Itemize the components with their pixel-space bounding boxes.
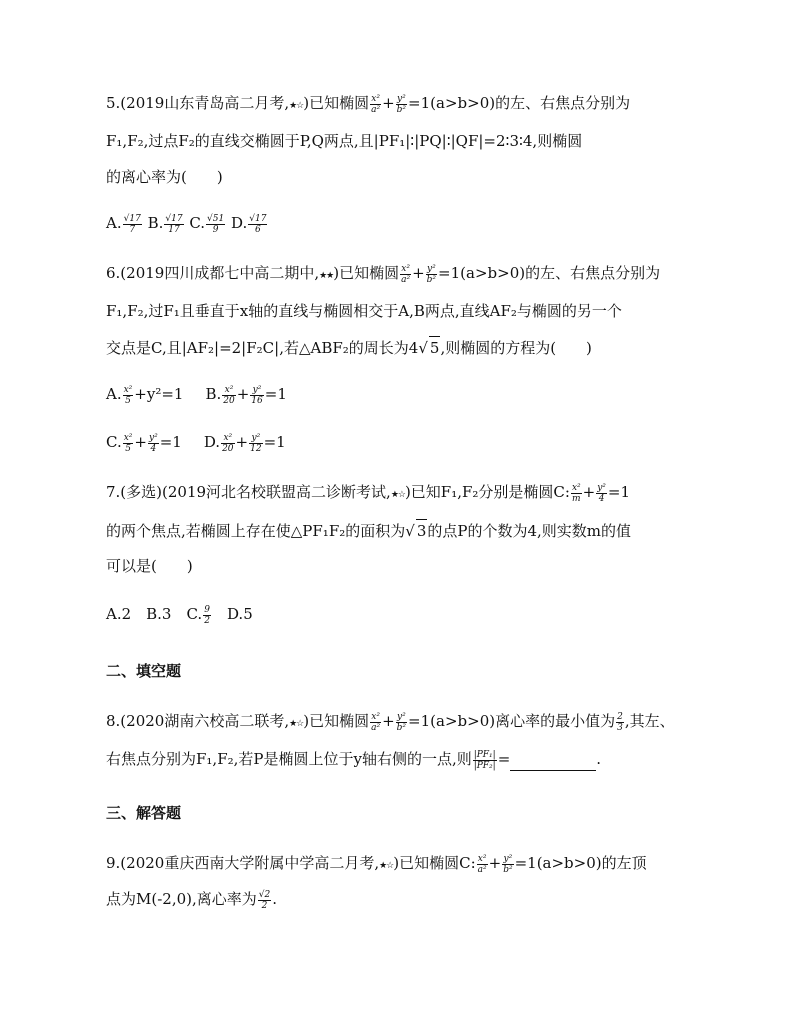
q5-source: 5.(2019山东青岛高二月考,: [106, 94, 290, 112]
section-heading-fill-in: 二、填空题: [106, 662, 182, 680]
q7-line1: [106, 481, 630, 506]
q8-line1: [106, 710, 675, 735]
q9-line1: [106, 852, 647, 877]
option-c-label: C.: [106, 433, 122, 451]
option-c-fraction: $\frac{9}{2}$: [204, 604, 210, 626]
sqrt-radicand: 3: [416, 519, 428, 542]
period: .: [272, 890, 278, 908]
fraction-y2-b2: $\frac{\text{y²}}{\text{b²}}$: [426, 263, 437, 285]
fraction-x2-a2: $\frac{\text{x²}}{\text{a²}}$: [371, 711, 381, 733]
q6-line1: [106, 262, 660, 287]
option-b-fraction-2: $\frac{\text{y²}}{16}$: [251, 384, 263, 406]
option-a-label: A.: [106, 214, 122, 232]
plus-sign: +: [134, 433, 147, 451]
eccentricity-fraction: $\frac{√2}{2}$: [258, 889, 271, 911]
q7-source: 7.(多选)(2019河北名校联盟高二诊断考试,: [106, 483, 391, 501]
plus-sign: +: [236, 385, 250, 403]
q6-line3-text: 交点是C,且|AF₂|=2|F₂C|,若△ABF₂的周长为4: [106, 339, 419, 357]
difficulty-stars-icon: ★☆: [289, 101, 304, 111]
plus-sign: +: [235, 433, 249, 451]
option-c-label: C.: [184, 214, 206, 232]
q7-line2-end: 的点P的个数为4,则实数m的值: [427, 522, 631, 540]
q7-line2: [106, 519, 631, 542]
plus-sign: +: [382, 94, 395, 112]
q8-text-mid: =1(a>b>0)离心率的最小值为: [408, 712, 616, 730]
q8-line2: [106, 748, 601, 771]
answer-blank[interactable]: [510, 756, 596, 771]
fraction-y2-b2: $\frac{\text{y²}}{\text{b²}}$: [503, 853, 513, 875]
option-d-label: D.: [226, 214, 248, 232]
q9-line2: [106, 888, 277, 911]
option-c-fraction-2: $\frac{\text{y²}}{4}$: [148, 432, 158, 454]
q7-text-end: =1: [607, 483, 631, 501]
q6-source: 6.(2019四川成都七中高二期中,: [106, 264, 320, 282]
q9-text-end: =1(a>b>0)的左顶: [514, 854, 647, 872]
option-b-value: $\frac{√17}{17}$: [165, 213, 183, 235]
fraction-x2-a2: $\frac{\text{x²}}{\text{a²}}$: [401, 263, 411, 285]
q7-options-end: D.5: [211, 605, 253, 623]
ratio-fraction: $\frac{\text{|PF₁|}}{\text{|PF₂|}}$: [473, 749, 496, 771]
equals-sign: =: [497, 750, 511, 768]
plus-sign: +: [382, 712, 395, 730]
difficulty-stars-icon: ★☆: [379, 861, 394, 871]
q9-source: 9.(2020重庆西南大学附属中学高二月考,: [106, 854, 380, 872]
q6-text: )已知椭圆: [333, 264, 400, 282]
fraction-y2-b2: $\frac{\text{y²}}{\text{b²}}$: [396, 93, 407, 115]
plus-sign: +: [582, 483, 596, 501]
sqrt-radicand: 5: [429, 336, 441, 359]
q9-line2-text: 点为M(-2,0),离心率为: [106, 890, 257, 908]
option-d-fraction-2: $\frac{\text{y²}}{12}$: [250, 432, 262, 454]
q8-source: 8.(2020湖南六校高二联考,: [106, 712, 290, 730]
q7-options: [106, 603, 253, 626]
q6-options-ab: [106, 383, 287, 406]
q6-text-end: =1(a>b>0)的左、右焦点分别为: [438, 264, 661, 282]
q5-line3: 的离心率为( ): [106, 168, 223, 186]
q9-text: )已知椭圆C:: [393, 854, 476, 872]
option-c-fraction-1: $\frac{\text{x²}}{5}$: [123, 432, 133, 454]
difficulty-stars-icon: ★☆: [289, 719, 304, 729]
difficulty-stars-icon: ★★: [319, 271, 334, 281]
q7-line2-text: 的两个焦点,若椭圆上存在使△PF₁F₂的面积为: [106, 522, 406, 540]
q6-options-cd: [106, 431, 286, 454]
section-heading-solutions: 三、解答题: [106, 804, 182, 822]
q5-text-end: =1(a>b>0)的左、右焦点分别为: [408, 94, 631, 112]
q5-line1: [106, 92, 630, 117]
q5-line2: F₁,F₂,过点F₂的直线交椭圆于P,Q两点,且|PF₁|∶|PQ|∶|QF|=2∶3∶4,则椭圆: [106, 132, 583, 150]
option-b-rest: =1: [264, 385, 287, 403]
q6-line3-end: ,则椭圆的方程为( ): [440, 339, 592, 357]
q6-line3: [106, 336, 592, 359]
plus-sign: +: [412, 264, 425, 282]
sqrt-icon: √: [418, 339, 428, 357]
fraction-y2-4: $\frac{\text{y²}}{4}$: [597, 482, 606, 504]
q8-text: )已知椭圆: [303, 712, 370, 730]
option-a-label: A.: [106, 385, 122, 403]
q7-options-text: A.2 B.3 C.: [106, 605, 203, 623]
q8-line2-text: 右焦点分别为F₁,F₂,若P是椭圆上位于y轴右侧的一点,则: [106, 750, 472, 768]
option-d-value: $\frac{√17}{6}$: [249, 213, 267, 235]
eccentricity-fraction: $\frac{2}{3}$: [617, 711, 623, 733]
option-d-label: D.: [203, 433, 221, 451]
q6-line2: F₁,F₂,过F₁且垂直于x轴的直线与椭圆相交于A,B两点,直线AF₂与椭圆的另一个: [106, 302, 622, 320]
fraction-x2-a2: $\frac{\text{x²}}{\text{a²}}$: [371, 93, 381, 115]
q8-text-end: ,其左、: [624, 712, 675, 730]
option-c-rest: =1: [159, 433, 182, 451]
fraction-x2-m: $\frac{\text{x²}}{m}$: [571, 482, 581, 504]
fraction-y2-b2: $\frac{\text{y²}}{\text{b²}}$: [396, 711, 407, 733]
q5-options: [106, 212, 268, 235]
option-d-rest: =1: [263, 433, 286, 451]
option-a-fraction: $\frac{\text{x²}}{5}$: [123, 384, 133, 406]
option-c-value: $\frac{√51}{9}$: [207, 213, 225, 235]
period: .: [596, 750, 602, 768]
difficulty-stars-icon: ★☆: [390, 490, 405, 500]
option-d-fraction-1: $\frac{\text{x²}}{20}$: [222, 432, 234, 454]
option-a-rest: +y²=1: [134, 385, 184, 403]
fraction-x2-a2: $\frac{\text{x²}}{\text{a²}}$: [477, 853, 487, 875]
q7-text: )已知F₁,F₂分别是椭圆C:: [404, 483, 570, 501]
sqrt-icon: √: [405, 522, 415, 540]
plus-sign: +: [488, 854, 502, 872]
option-b-label: B.: [205, 385, 222, 403]
q5-text: )已知椭圆: [303, 94, 370, 112]
option-b-fraction-1: $\frac{\text{x²}}{20}$: [223, 384, 235, 406]
option-b-label: B.: [142, 214, 164, 232]
option-a-value: $\frac{√17}{7}$: [123, 213, 141, 235]
q7-line3: 可以是( ): [106, 557, 193, 575]
